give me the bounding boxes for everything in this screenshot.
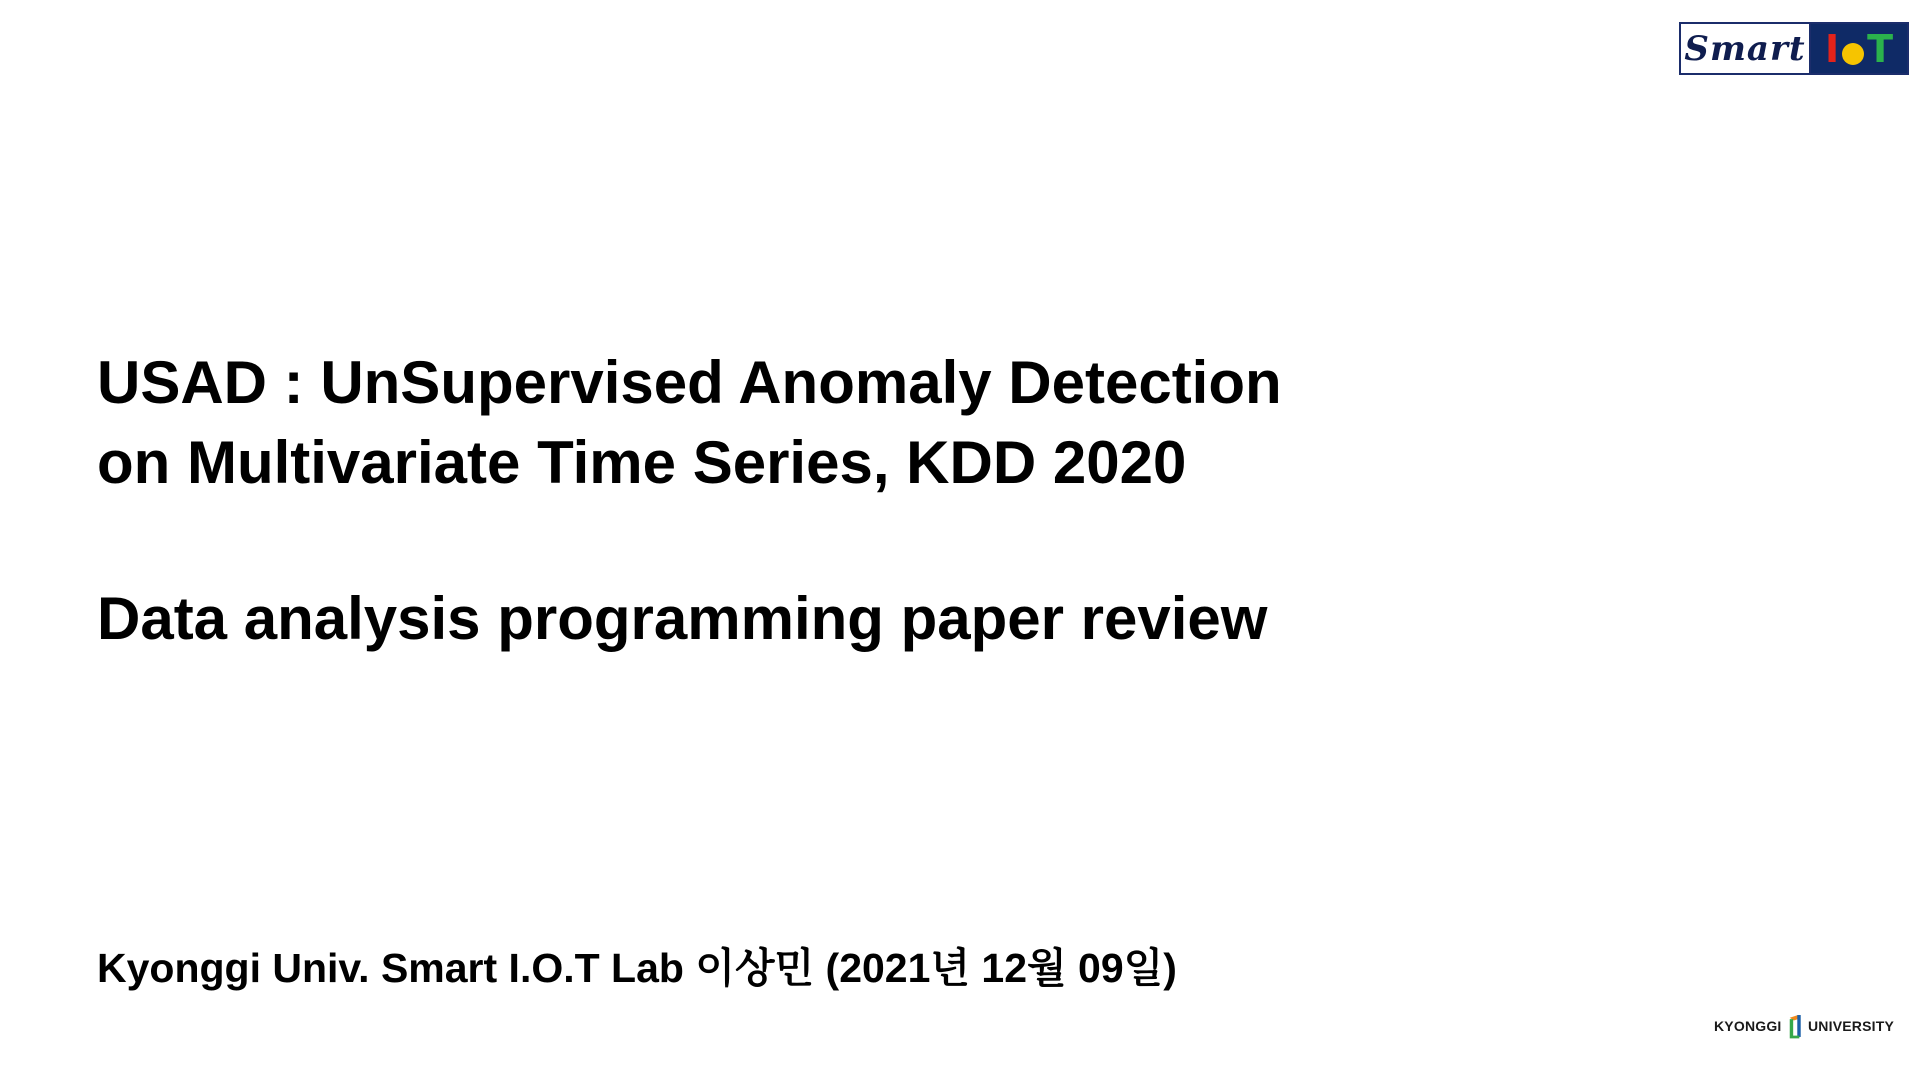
author-line: Kyonggi Univ. Smart I.O.T Lab 이상민 (2021년 12월 09일) [97, 945, 1177, 991]
slide-subtitle: Data analysis programming paper review [97, 585, 1268, 652]
slide-title [97, 343, 1282, 503]
slide-title-line-1: USAD : UnSupervised Anomaly Detection [97, 349, 1282, 416]
iot-letter-o [1842, 43, 1864, 65]
smart-iot-logo-smart-text: Smart [1681, 24, 1811, 73]
kyonggi-logo-left-text: KYONGGI [1714, 1018, 1782, 1034]
iot-letter-t: T [1867, 26, 1894, 71]
kyonggi-logo-right-text: UNIVERSITY [1807, 1018, 1894, 1034]
kyonggi-university-logo [1714, 1006, 1894, 1046]
slide-title-line-2: on Multivariate Time Series, KDD 2020 [97, 429, 1187, 496]
kyonggi-emblem-icon [1787, 1006, 1803, 1046]
iot-letter-i: I [1824, 26, 1840, 71]
smart-iot-logo-iot-mark [1811, 24, 1907, 73]
smart-iot-logo [1679, 22, 1909, 75]
